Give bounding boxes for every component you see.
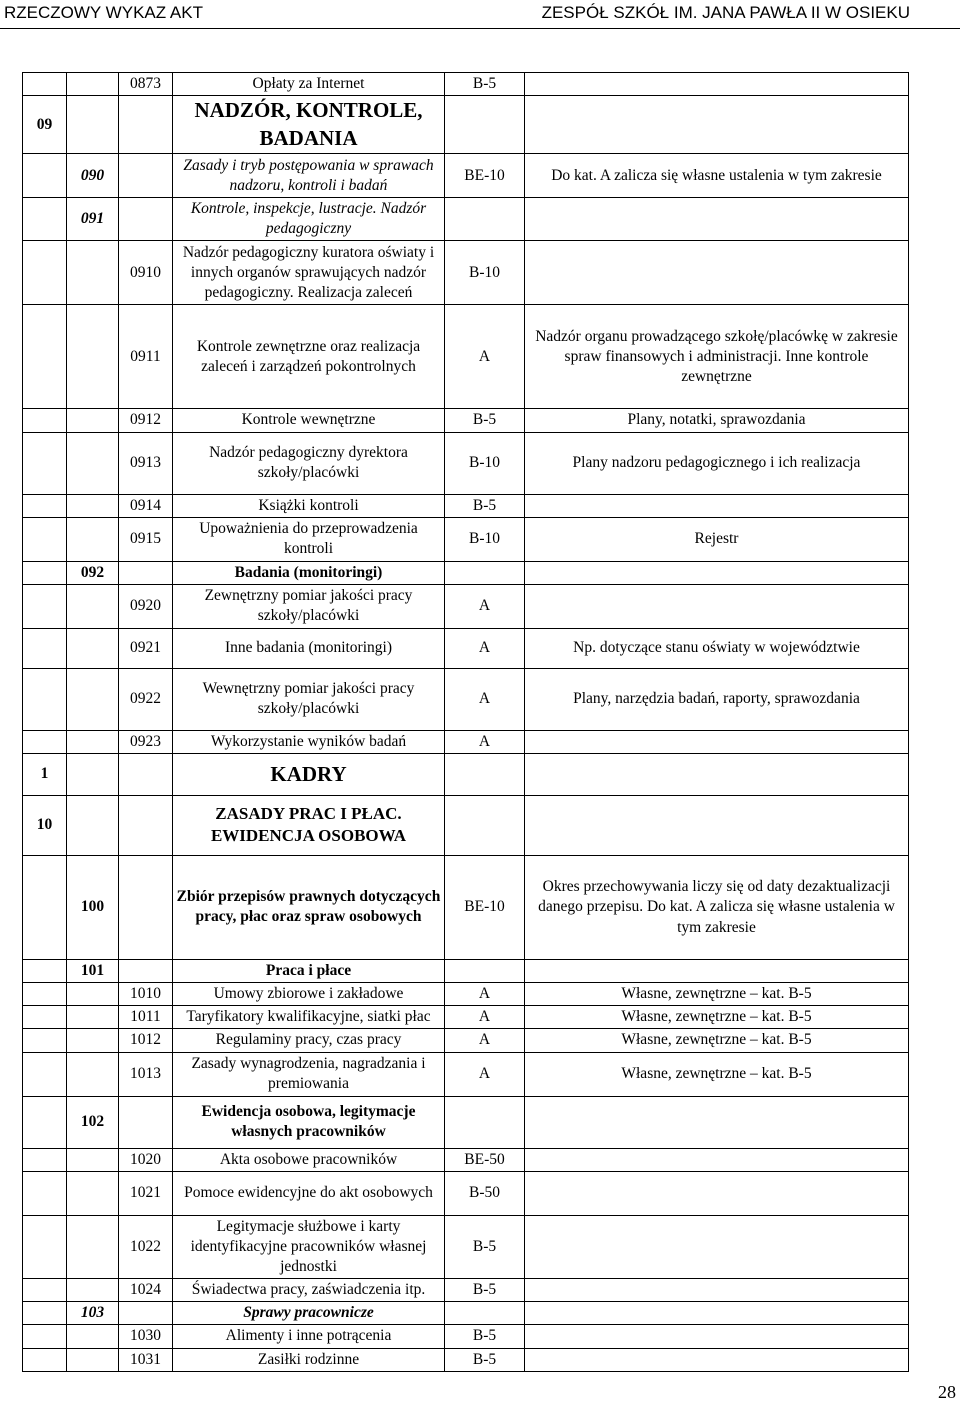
notes-cell: Okres przechowywania liczy się od daty dezaktualizacji danego przepisu. Do kat. A zalicza się własne ustalenia w tym zakresie	[525, 855, 909, 959]
title-cell: Umowy zbiorowe i zakładowe	[173, 983, 445, 1006]
table-row	[23, 628, 909, 668]
notes-cell: Własne, zewnętrzne – kat. B-5	[525, 1029, 909, 1052]
symbol-cell: 0915	[119, 517, 173, 561]
category-cell: B-5	[445, 409, 525, 432]
symbol-cell: 0921	[119, 628, 173, 668]
title-cell: Regulaminy pracy, czas pracy	[173, 1029, 445, 1052]
category-cell: B-5	[445, 1348, 525, 1371]
table-row	[23, 1096, 909, 1148]
table-row	[23, 1215, 909, 1278]
table-row	[23, 1279, 909, 1302]
table-row	[23, 1348, 909, 1371]
title-cell: Taryfikatory kwalifikacyjne, siatki płac	[173, 1006, 445, 1029]
table-row	[23, 561, 909, 584]
title-cell: Legitymacje służbowe i karty identyfikacyjne pracowników własnej jednostki	[173, 1215, 445, 1278]
category-cell: A	[445, 1029, 525, 1052]
title-cell: Akta osobowe pracowników	[173, 1148, 445, 1171]
table-row	[23, 154, 909, 198]
table-row	[23, 795, 909, 855]
table-row	[23, 432, 909, 494]
symbol-cell: 1020	[119, 1148, 173, 1171]
symbol-cell: 1012	[119, 1029, 173, 1052]
symbol-cell: 0913	[119, 432, 173, 494]
category-cell: A	[445, 983, 525, 1006]
title-cell: KADRY	[173, 753, 445, 795]
symbol-cell: 091	[67, 198, 119, 241]
symbol-cell: 1010	[119, 983, 173, 1006]
category-cell: A	[445, 668, 525, 730]
symbol-cell: 10	[23, 795, 67, 855]
table-row	[23, 1029, 909, 1052]
title-cell: Nadzór pedagogiczny kuratora oświaty i innych organów sprawujących nadzór pedagogiczny. Realizacja zaleceń	[173, 241, 445, 305]
title-cell: Kontrole zewnętrzne oraz realizacja zaleceń i zarządzeń pokontrolnych	[173, 305, 445, 409]
notes-cell: Plany, notatki, sprawozdania	[525, 409, 909, 432]
title-cell: Upoważnienia do przeprowadzenia kontroli	[173, 517, 445, 561]
category-cell: B-5	[445, 494, 525, 517]
category-cell: A	[445, 584, 525, 628]
symbol-cell: 0920	[119, 584, 173, 628]
title-cell: Zasady wynagrodzenia, nagradzania i premiowania	[173, 1052, 445, 1096]
symbol-cell: 101	[67, 959, 119, 982]
title-cell: Zbiór przepisów prawnych dotyczących pracy, płac oraz spraw osobowych	[173, 855, 445, 959]
table-row	[23, 1171, 909, 1215]
notes-cell: Plany, narzędzia badań, raporty, sprawozdania	[525, 668, 909, 730]
category-cell: B-5	[445, 1215, 525, 1278]
title-cell: Książki kontroli	[173, 494, 445, 517]
table-row	[23, 198, 909, 241]
notes-cell: Własne, zewnętrzne – kat. B-5	[525, 983, 909, 1006]
category-cell: A	[445, 628, 525, 668]
title-cell: Inne badania (monitoringi)	[173, 628, 445, 668]
title-cell: Alimenty i inne potrącenia	[173, 1325, 445, 1348]
page-number: 28	[938, 1382, 956, 1402]
header-left: RZECZOWY WYKAZ AKT	[4, 3, 203, 22]
symbol-cell: 103	[67, 1302, 119, 1325]
title-cell: Wewnętrzny pomiar jakości pracy szkoły/placówki	[173, 668, 445, 730]
notes-cell: Własne, zewnętrzne – kat. B-5	[525, 1052, 909, 1096]
symbol-cell: 0922	[119, 668, 173, 730]
category-cell: BE-50	[445, 1148, 525, 1171]
table-row	[23, 96, 909, 154]
category-cell: B-50	[445, 1171, 525, 1215]
symbol-cell: 0873	[119, 73, 173, 96]
category-cell: B-10	[445, 517, 525, 561]
title-cell: Sprawy pracownicze	[173, 1302, 445, 1325]
symbol-cell: 1011	[119, 1006, 173, 1029]
table-row	[23, 1325, 909, 1348]
title-cell: Opłaty za Internet	[173, 73, 445, 96]
table-row	[23, 1148, 909, 1171]
table-row	[23, 1302, 909, 1325]
symbol-cell: 1022	[119, 1215, 173, 1278]
category-cell: A	[445, 730, 525, 753]
title-cell: Zasiłki rodzinne	[173, 1348, 445, 1371]
category-cell: B-10	[445, 241, 525, 305]
category-cell: A	[445, 305, 525, 409]
category-cell: A	[445, 1006, 525, 1029]
symbol-cell: 1030	[119, 1325, 173, 1348]
category-cell: BE-10	[445, 154, 525, 198]
title-cell: Badania (monitoringi)	[173, 561, 445, 584]
title-cell: Zewnętrzny pomiar jakości pracy szkoły/placówki	[173, 584, 445, 628]
symbol-cell: 090	[67, 154, 119, 198]
title-cell: Pomoce ewidencyjne do akt osobowych	[173, 1171, 445, 1215]
symbol-cell: 102	[67, 1096, 119, 1148]
table-row	[23, 959, 909, 982]
category-cell: B-5	[445, 73, 525, 96]
symbol-cell: 0911	[119, 305, 173, 409]
category-cell: B-5	[445, 1325, 525, 1348]
table-row	[23, 494, 909, 517]
table-row	[23, 1052, 909, 1096]
notes-cell: Własne, zewnętrzne – kat. B-5	[525, 1006, 909, 1029]
symbol-cell: 0923	[119, 730, 173, 753]
header-right: ZESPÓŁ SZKÓŁ IM. JANA PAWŁA II W OSIEKU	[541, 3, 910, 22]
title-cell: Zasady i tryb postępowania w sprawach nadzoru, kontroli i badań	[173, 154, 445, 198]
symbol-cell: 1031	[119, 1348, 173, 1371]
category-cell: BE-10	[445, 855, 525, 959]
title-cell: Nadzór pedagogiczny dyrektora szkoły/placówki	[173, 432, 445, 494]
table-row	[23, 983, 909, 1006]
symbol-cell: 100	[67, 855, 119, 959]
category-cell: A	[445, 1052, 525, 1096]
symbol-cell: 1013	[119, 1052, 173, 1096]
table-row	[23, 668, 909, 730]
category-cell: B-10	[445, 432, 525, 494]
symbol-cell: 0914	[119, 494, 173, 517]
symbol-cell: 1021	[119, 1171, 173, 1215]
category-cell: B-5	[445, 1279, 525, 1302]
symbol-cell: 1024	[119, 1279, 173, 1302]
title-cell: Wykorzystanie wyników badań	[173, 730, 445, 753]
table-row	[23, 730, 909, 753]
symbol-cell: 0910	[119, 241, 173, 305]
table-row	[23, 753, 909, 795]
notes-cell: Np. dotyczące stanu oświaty w województwie	[525, 628, 909, 668]
page-header	[0, 0, 960, 29]
table-row	[23, 73, 909, 96]
notes-cell: Nadzór organu prowadzącego szkołę/placówkę w zakresie spraw finansowych i administracji. Inne kontrole zewnętrzne	[525, 305, 909, 409]
table-row	[23, 241, 909, 305]
table-row	[23, 517, 909, 561]
table-row	[23, 855, 909, 959]
title-cell: Kontrole wewnętrzne	[173, 409, 445, 432]
notes-cell: Rejestr	[525, 517, 909, 561]
table-row	[23, 409, 909, 432]
notes-cell: Do kat. A zalicza się własne ustalenia w tym zakresie	[525, 154, 909, 198]
symbol-cell: 092	[67, 561, 119, 584]
title-cell: Kontrole, inspekcje, lustracje. Nadzór pedagogiczny	[173, 198, 445, 241]
title-cell: ZASADY PRAC I PŁAC. EWIDENCJA OSOBOWA	[173, 795, 445, 855]
notes-cell: Plany nadzoru pedagogicznego i ich realizacja	[525, 432, 909, 494]
symbol-cell: 1	[23, 753, 67, 795]
title-cell: Ewidencja osobowa, legitymacje własnych pracowników	[173, 1096, 445, 1148]
title-cell: Świadectwa pracy, zaświadczenia itp.	[173, 1279, 445, 1302]
title-cell: Praca i płace	[173, 959, 445, 982]
table-row	[23, 584, 909, 628]
table-row	[23, 305, 909, 409]
table-row	[23, 1006, 909, 1029]
records-table	[22, 72, 909, 1372]
symbol-cell: 09	[23, 96, 67, 154]
title-cell: NADZÓR, KONTROLE, BADANIA	[173, 96, 445, 154]
symbol-cell: 0912	[119, 409, 173, 432]
